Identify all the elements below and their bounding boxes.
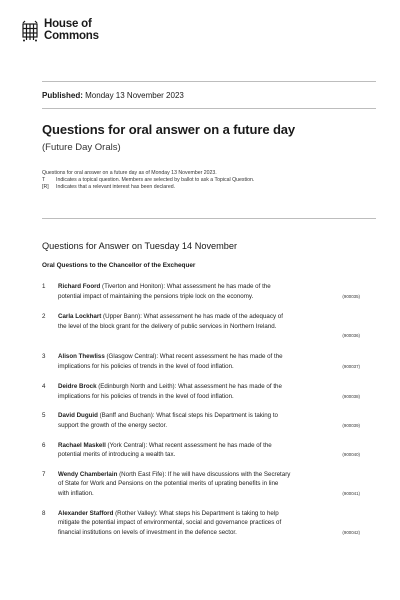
question-text xyxy=(58,312,376,341)
question-line: with inflation. xyxy=(58,489,94,497)
logo-wordmark: House of Commons xyxy=(44,18,99,42)
question-number: 1 xyxy=(42,283,46,290)
question-line: financial institutions on levels of investment in the defence sector. xyxy=(58,528,237,536)
question-number: 4 xyxy=(42,383,46,391)
member-name: Deidre Brock xyxy=(58,383,97,391)
intro-line: Questions for oral answer on a future day as of Monday 13 November 2023. xyxy=(42,170,217,176)
question-item xyxy=(42,441,376,460)
question-item xyxy=(42,312,376,341)
published-line xyxy=(42,91,184,100)
divider xyxy=(42,218,376,219)
page-title: Questions for oral answer on a future day xyxy=(42,122,296,137)
question-line: Rachael Maskell (York Central): What recent assessment he has made of the xyxy=(58,441,272,449)
question-line: support the growth of the energy sector. xyxy=(58,421,168,429)
member-name: Rachael Maskell xyxy=(58,441,106,449)
question-item xyxy=(42,411,376,430)
question-reference: (900041) xyxy=(342,490,360,496)
question-line: mitigate the potential impact of environmental, social and governance practices of xyxy=(58,519,282,527)
question-line: potential impact of maintaining the pensions triple lock on the economy. xyxy=(58,292,254,300)
member-name: Richard Foord xyxy=(58,283,101,290)
question-item xyxy=(42,382,376,401)
constituency: (Tiverton and Honiton): xyxy=(100,283,167,290)
constituency: (Edinburgh North and Leith): xyxy=(96,383,179,391)
house-of-commons-logo xyxy=(21,19,99,42)
question-number: 8 xyxy=(42,509,46,517)
intro-note: T Indicates a topical question. Members are selected by ballot to ask a Topical Question. xyxy=(42,177,255,184)
question-line: Carla Lockhart (Upper Bann): What assessment he has made of the adequacy of xyxy=(58,313,283,321)
intro-note: [R] Indicates that a relevant interest has been declared. xyxy=(42,184,176,191)
constituency: (York Central): xyxy=(105,441,149,449)
question-reference: (900040) xyxy=(342,452,360,458)
member-name: Carla Lockhart xyxy=(58,313,102,321)
member-name: Alison Thewliss xyxy=(58,352,105,360)
constituency: (Glasgow Central): xyxy=(104,352,160,360)
department-heading: Oral Questions to the Chancellor of the Exchequer xyxy=(42,262,196,269)
member-name: Wendy Chamberlain xyxy=(58,470,118,478)
question-text xyxy=(58,411,376,430)
question-line: Deidre Brock (Edinburgh North and Leith): What assessment he has made of the xyxy=(58,383,282,391)
section-title: Questions for Answer on Tuesday 14 November xyxy=(42,241,238,251)
question-line: David Duguid (Banff and Buchan): What fiscal steps his Department is taking to xyxy=(58,412,278,420)
constituency: (Rother Valley): xyxy=(113,509,160,517)
question-line xyxy=(58,331,376,341)
question-line: implications for his policies of trends in the level of food inflation. xyxy=(58,362,234,370)
question-line: potential merits of introducing a wealth tax. xyxy=(58,451,176,459)
constituency: (North East Fife): xyxy=(117,470,168,478)
published-date: Monday 13 November 2023 xyxy=(85,91,184,100)
page-subtitle: (Future Day Orals) xyxy=(42,142,121,153)
question-line: Richard Foord (Tiverton and Honiton): What assessment he has made of the xyxy=(58,283,271,290)
question-reference: (900042) xyxy=(342,529,360,535)
question-reference: (900038) xyxy=(342,393,360,399)
question-item xyxy=(42,282,376,301)
constituency: (Upper Bann): xyxy=(101,313,144,321)
constituency: (Banff and Buchan): xyxy=(97,412,157,420)
question-item xyxy=(42,509,376,538)
question-number: 2 xyxy=(42,313,46,321)
question-reference: (900035) xyxy=(342,293,360,299)
divider xyxy=(42,108,376,109)
question-reference: (900037) xyxy=(342,363,360,369)
question-line: the level of the block grant for the delivery of public services in Northern Ireland. xyxy=(58,322,277,330)
question-line: Wendy Chamberlain (North East Fife): If he will have discussions with the Secretary xyxy=(58,470,291,478)
question-text xyxy=(58,470,376,499)
questions-list xyxy=(42,282,376,537)
question-text xyxy=(58,382,376,401)
question-item xyxy=(42,352,376,371)
question-text xyxy=(58,441,376,460)
published-label: Published: xyxy=(42,91,83,100)
question-text xyxy=(58,282,376,301)
question-item xyxy=(42,470,376,499)
portcullis-icon xyxy=(21,20,39,42)
question-number: 3 xyxy=(42,352,46,360)
question-number: 5 xyxy=(42,412,46,420)
question-line: Alison Thewliss (Glasgow Central): What recent assessment he has made of the xyxy=(58,352,283,360)
question-line: Alexander Stafford (Rother Valley): What steps his Department is taking to help xyxy=(58,509,279,517)
question-reference: (900039) xyxy=(342,422,360,428)
divider xyxy=(42,81,376,82)
question-line: of State for Work and Pensions on the potential merits of uprating benefits in line xyxy=(58,480,279,488)
question-reference: (900036) xyxy=(342,333,360,339)
question-number: 6 xyxy=(42,441,46,449)
member-name: David Duguid xyxy=(58,412,98,420)
question-line: implications for his policies of trends in the level of food inflation. xyxy=(58,392,234,400)
question-text xyxy=(58,509,376,538)
question-text xyxy=(58,352,376,371)
intro-notes xyxy=(42,170,254,192)
member-name: Alexander Stafford xyxy=(58,509,114,517)
question-number: 7 xyxy=(42,470,46,478)
